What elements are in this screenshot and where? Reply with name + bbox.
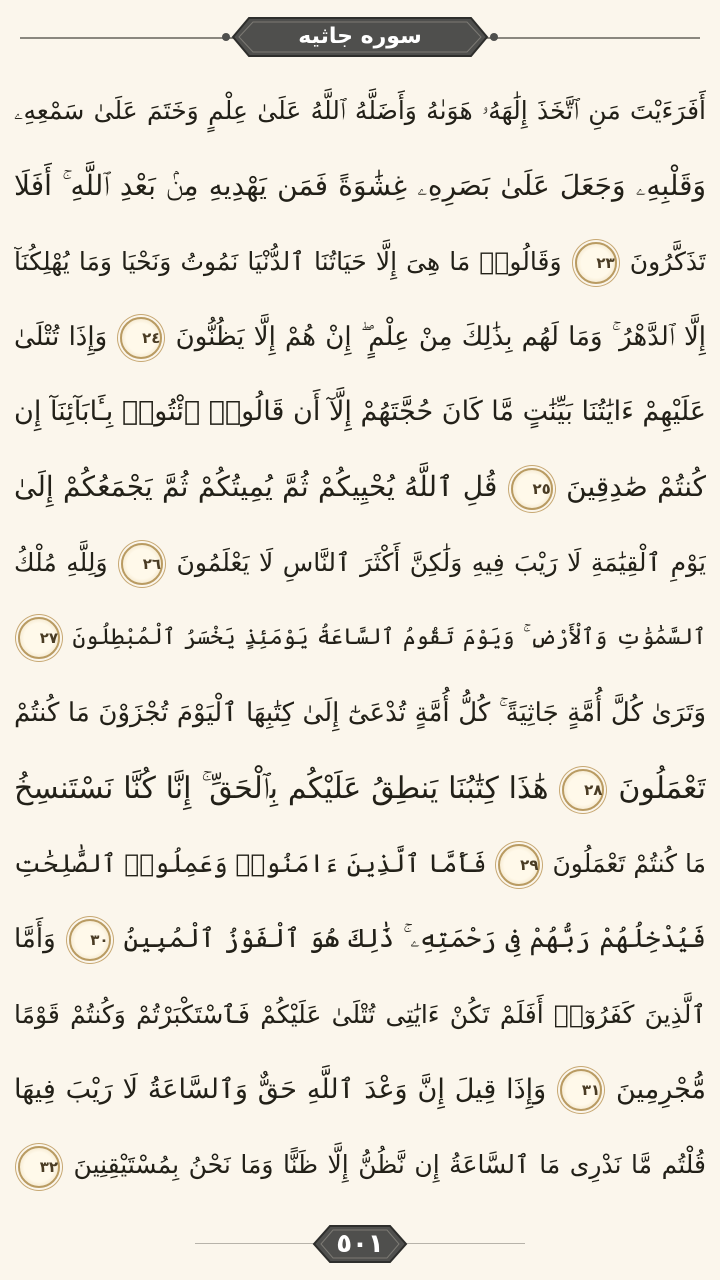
verse-text: ٱلَّذِينَ كَفَرُوٓا۟ أَفَلَمْ تَكُنْ ءَايَٰتِى تُتْلَىٰ عَلَيْكُمْ فَٱسْتَكْبَرْتُمْ وَكُنتُمْ قَوْمًا — [14, 999, 706, 1029]
verse-text: فَأَمَّا ٱلَّذِينَ ءَامَنُوا۟ وَعَمِلُوا۟ ٱلصَّٰلِحَٰتِ — [14, 848, 487, 878]
verse-text: مَا كُنتُمْ تَعْمَلُونَ — [552, 848, 706, 878]
verse-line — [14, 298, 706, 373]
verse-line — [14, 223, 706, 298]
verse-text: أَفَرَءَيْتَ مَنِ ٱتَّخَذَ إِلَٰهَهُۥ هَوَىٰهُ وَأَضَلَّهُ ٱللَّهُ عَلَىٰ عِلْمٍ وَخَتَمَ عَلَىٰ سَمْعِهِۦ — [14, 96, 706, 125]
verse-line — [14, 599, 706, 674]
verse-text: تَعْمَلُونَ — [618, 770, 706, 806]
verse-line — [14, 72, 706, 147]
ayah-number-marker: ٢٤ — [120, 317, 162, 359]
verse-line — [14, 825, 706, 900]
verse-text: قُلِ ٱللَّهُ يُحْيِيكُمْ ثُمَّ يُمِيتُكُمْ ثُمَّ يَجْمَعُكُمْ إِلَىٰ — [14, 470, 498, 504]
page-number: ٥٠١ — [336, 1229, 384, 1259]
verse-text: وَإِذَا قِيلَ إِنَّ وَعْدَ ٱللَّهِ حَقٌّ وَٱلسَّاعَةُ لَا رَيْبَ فِيهَا — [14, 1073, 547, 1105]
verse-line — [14, 1126, 706, 1201]
quran-text-area — [14, 72, 706, 1202]
verse-text: قُلْتُم مَّا نَدْرِى مَا ٱلسَّاعَةُ إِن نَّظُنُّ إِلَّا ظَنًّا وَمَا نَحْنُ بِمُسْتَيْقِنِينَ — [73, 1150, 706, 1180]
ayah-number-marker: ٣١ — [560, 1069, 602, 1111]
ayah-number-marker: ٢٨ — [562, 769, 604, 811]
verse-line — [14, 524, 706, 599]
ayah-number-marker: ٢٦ — [121, 543, 163, 585]
verse-text: إِلَّا ٱلدَّهْرُ ۚ وَمَا لَهُم بِذَٰلِكَ مِنْ عِلْمٍ ۖ إِنْ هُمْ إِلَّا يَظُنُّونَ — [175, 321, 706, 352]
verse-line — [14, 147, 706, 222]
verse-text: وَقَلْبِهِۦ وَجَعَلَ عَلَىٰ بَصَرِهِۦ غِشَٰوَةً فَمَن يَهْدِيهِ مِنۢ بَعْدِ ٱللَّهِ ۚ أَفَلَا — [14, 169, 706, 203]
verse-text: كُنتُمْ صَٰدِقِينَ — [566, 470, 706, 504]
ayah-number-marker: ٣٠ — [69, 919, 111, 961]
verse-text: مُّجْرِمِينَ — [616, 1073, 706, 1105]
ayah-number-marker: ٢٧ — [18, 617, 60, 659]
verse-text: عَلَيْهِمْ ءَايَٰتُنَا بَيِّنَٰتٍ مَّا كَانَ حُجَّتَهُمْ إِلَّآ أَن قَالُوا۟ ٱئْتُوا۟ بِـَٔابَآئِنَآ إِن — [14, 396, 706, 428]
verse-text: فَيُدْخِلُهُمْ رَبُّهُمْ فِى رَحْمَتِهِۦ ۚ ذَٰلِكَ هُوَ ٱلْفَوْزُ ٱلْمُبِينُ — [123, 924, 706, 955]
verse-line — [14, 1051, 706, 1126]
verse-text: وَإِذَا تُتْلَىٰ — [14, 321, 108, 352]
verse-line — [14, 373, 706, 448]
ayah-number-marker: ٢٣ — [575, 242, 617, 284]
verse-text: وَتَرَىٰ كُلَّ أُمَّةٍ جَاثِيَةً ۚ كُلُّ أُمَّةٍ تُدْعَىٰٓ إِلَىٰ كِتَٰبِهَا ٱلْيَوْمَ تُجْزَوْنَ مَا كُنتُمْ — [14, 698, 706, 729]
verse-text: وَأَمَّا — [14, 924, 56, 955]
verse-line — [14, 976, 706, 1051]
verse-text: تَذَكَّرُونَ — [629, 246, 706, 276]
verse-text: هَٰذَا كِتَٰبُنَا يَنطِقُ عَلَيْكُم بِٱلْحَقِّ ۚ إِنَّا كُنَّا نَسْتَنسِخُ — [14, 770, 549, 806]
verse-text: ٱلسَّمَٰوَٰتِ وَٱلْأَرْضِ ۚ وَيَوْمَ تَقُومُ ٱلسَّاعَةُ يَوْمَئِذٍ يَخْسَرُ ٱلْمُبْطِلُونَ — [72, 625, 706, 651]
verse-text: يَوْمِ ٱلْقِيَٰمَةِ لَا رَيْبَ فِيهِ وَلَٰكِنَّ أَكْثَرَ ٱلنَّاسِ لَا يَعْلَمُونَ — [176, 547, 706, 577]
surah-title-badge — [219, 14, 501, 60]
page-number-badge — [306, 1222, 414, 1266]
verse-line — [14, 750, 706, 825]
verse-line — [14, 448, 706, 523]
ayah-number-marker: ٢٩ — [498, 844, 540, 886]
verse-text: وَلِلَّهِ مُلْكُ — [14, 547, 108, 577]
verse-text: وَقَالُوا۟ مَا هِىَ إِلَّا حَيَاتُنَا ٱلدُّنْيَا نَمُوتُ وَنَحْيَا وَمَا يُهْلِكُنَآ — [14, 246, 562, 276]
surah-title: سوره جاثیه — [298, 24, 422, 49]
verse-line — [14, 900, 706, 975]
ayah-number-marker: ٣٢ — [18, 1146, 60, 1188]
verse-line — [14, 674, 706, 749]
ayah-number-marker: ٢٥ — [511, 468, 553, 510]
